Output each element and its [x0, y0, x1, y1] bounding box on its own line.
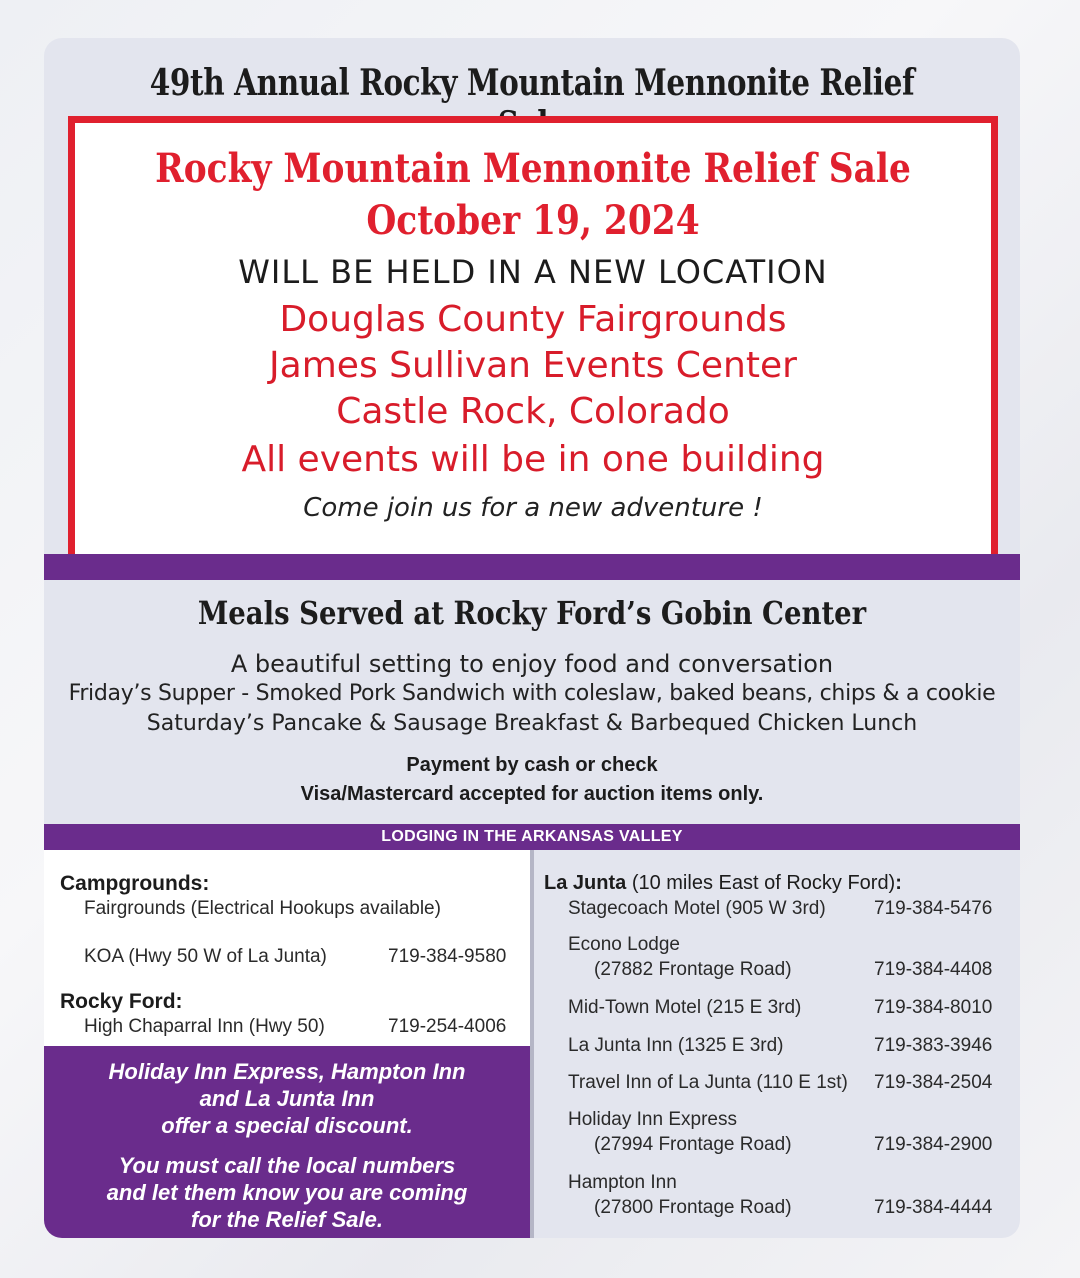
la-junta-heading — [544, 872, 902, 895]
campgrounds-heading: Campgrounds: — [60, 872, 210, 895]
announcement-date: October 19, 2024 — [366, 197, 700, 244]
campgrounds-panel — [44, 850, 532, 1046]
venue-line: Douglas County Fairgrounds — [279, 299, 787, 340]
section-divider-band — [44, 554, 1020, 580]
lodging-detail: (27882 Frontage Road) — [594, 959, 792, 980]
column-divider — [530, 850, 534, 1238]
page-title: 49th Annual Rocky Mountain Mennonite Relief — [149, 62, 915, 104]
lodging-detail: (27800 Frontage Road) — [594, 1197, 792, 1218]
discount-line: offer a special discount. — [161, 1113, 413, 1138]
lodging-name: Travel Inn of La Junta (110 E 1st) — [568, 1072, 848, 1093]
lodging-phone: 719-384-5476 — [874, 898, 993, 919]
payment-line: Payment by cash or check — [406, 754, 658, 776]
meals-line: A beautiful setting to enjoy food and conversation — [230, 650, 834, 678]
discount-line: and La Junta Inn — [199, 1086, 375, 1111]
lodging-name: Mid-Town Motel (215 E 3rd) — [568, 997, 802, 1018]
payment-line: Visa/Mastercard accepted for auction items only. — [300, 783, 764, 805]
lodging-header: LODGING IN THE ARKANSAS VALLEY — [44, 824, 1020, 850]
discount-panel — [44, 1046, 530, 1238]
venue-line: James Sullivan Events Center — [269, 345, 797, 386]
announcement-notice: WILL BE HELD IN A NEW LOCATION — [238, 253, 828, 291]
discount-line: You must call the local numbers — [118, 1153, 456, 1178]
meals-line: Saturday’s Pancake & Sausage Breakfast & Barbequed Chicken Lunch — [146, 711, 918, 736]
announcement-tagline: Come join us for a new adventure ! — [303, 493, 763, 523]
la-junta-heading-note: (10 miles East of Rocky Ford) — [631, 872, 896, 894]
announcement-box — [68, 116, 998, 574]
la-junta-heading-colon: : — [895, 872, 902, 894]
flyer-card — [44, 38, 1020, 1238]
lodging-name: Stagecoach Motel (905 W 3rd) — [568, 898, 826, 919]
lodging-phone: 719-384-4408 — [874, 959, 993, 980]
venue-line: All events will be in one building — [241, 439, 825, 480]
discount-line: Holiday Inn Express, Hampton Inn — [108, 1059, 466, 1084]
lodging-name: KOA (Hwy 50 W of La Junta) — [84, 946, 327, 967]
lodging-name: Hampton Inn — [568, 1172, 677, 1193]
lodging-name: High Chaparral Inn (Hwy 50) — [84, 1016, 325, 1037]
lodging-name: Holiday Inn Express — [568, 1109, 737, 1130]
lodging-phone: 719-254-4006 — [388, 1016, 507, 1037]
lodging-name: Fairgrounds (Electrical Hookups available) — [84, 898, 441, 919]
la-junta-heading-label: La Junta — [544, 872, 627, 894]
lodging-phone: 719-384-9580 — [388, 946, 507, 967]
venue-line: Castle Rock, Colorado — [336, 391, 730, 432]
lodging-name: La Junta Inn (1325 E 3rd) — [568, 1035, 784, 1056]
lodging-phone: 719-384-2504 — [874, 1072, 993, 1093]
discount-line: and let them know you are coming — [106, 1180, 468, 1205]
lodging-detail: (27994 Frontage Road) — [594, 1134, 792, 1155]
lodging-phone: 719-384-8010 — [874, 997, 993, 1018]
lodging-phone: 719-384-4444 — [874, 1197, 993, 1218]
lodging-phone: 719-384-2900 — [874, 1134, 993, 1155]
discount-line: for the Relief Sale. — [191, 1207, 383, 1232]
meals-title: Meals Served at Rocky Ford’s Gobin Center — [197, 594, 867, 632]
meals-line: Friday’s Supper - Smoked Pork Sandwich with coleslaw, baked beans, chips & a cookie — [68, 681, 996, 706]
lodging-name: Econo Lodge — [568, 934, 680, 955]
rocky-ford-heading: Rocky Ford: — [60, 990, 183, 1013]
announcement-title: Rocky Mountain Mennonite Relief Sale — [155, 145, 911, 192]
lodging-phone: 719-383-3946 — [874, 1035, 993, 1056]
